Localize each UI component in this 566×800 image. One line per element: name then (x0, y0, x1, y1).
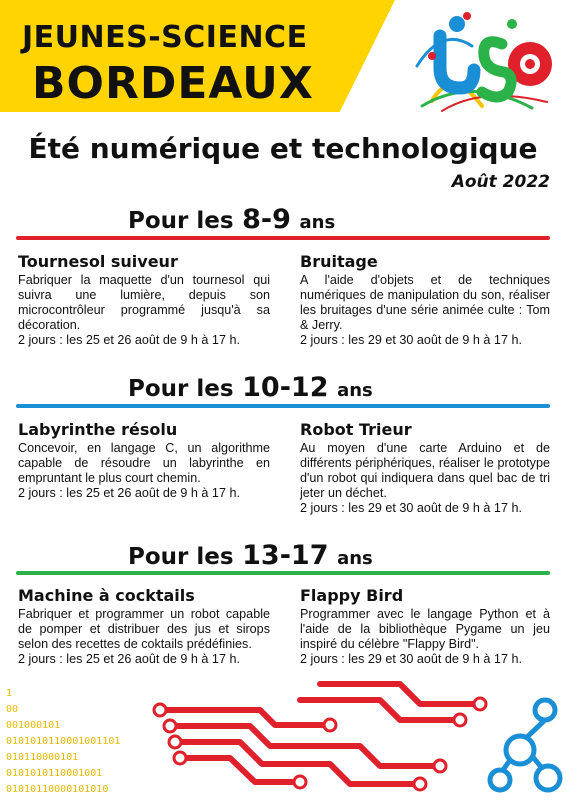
activity-title: Tournesol suiveur (18, 252, 178, 271)
activity-title: Bruitage (300, 252, 378, 271)
brand-top: JEUNES-SCIENCE (22, 20, 308, 55)
section-pour: Pour les (128, 544, 234, 570)
activity-dates: 2 jours : les 25 et 26 août de 9 h à 17 h. (18, 333, 240, 347)
section-rule-red (16, 236, 550, 240)
section-ans: ans (299, 212, 336, 233)
activity-bruitage (300, 252, 550, 348)
section-age: 10-12 (242, 372, 329, 403)
activity-title: Robot Trieur (300, 420, 412, 439)
activity-title: Flappy Bird (300, 586, 404, 605)
activity-dates: 2 jours : les 25 et 26 août de 9 h à 17 h. (18, 652, 240, 666)
activity-description: Fabriquer et programmer un robot capable de pomper et distribuer des jus et sirops selon des recettes de coktails prédéfinies. (18, 607, 270, 651)
binary-line: 010110000101 (6, 752, 79, 763)
activity-dates: 2 jours : les 29 et 30 août de 9 h à 17 h. (300, 333, 522, 347)
binary-line: 1 (6, 688, 13, 699)
section-ans: ans (337, 380, 373, 401)
activity-description: Programmer avec le langage Python et à l'aide de la bibliothèque Pygame un jeu inspiré du célèbre "Flappy Bird". (300, 607, 550, 651)
activity-dates: 2 jours : les 25 et 26 août de 9 h à 17 h. (18, 486, 240, 500)
section-heading-13-17 (128, 540, 373, 571)
binary-line: 01010110000101010 (6, 784, 109, 795)
binary-decoration (6, 686, 120, 798)
activity-labyrinthe (18, 420, 270, 501)
section-ans: ans (337, 548, 373, 569)
section-pour: Pour les (128, 208, 234, 234)
binary-line: 0101010110001001 (6, 768, 103, 779)
activity-description: A l'aide d'objets et de techniques numériques de manipulation du son, réaliser les bruitages d'une série animée culte : Tom & Jerry. (300, 273, 550, 332)
section-pour: Pour les (128, 376, 234, 402)
activity-dates: 2 jours : les 29 et 30 août de 9 h à 17 h. (300, 652, 522, 666)
logo-text: JSB (512, 14, 514, 15)
section-heading-8-9 (128, 204, 335, 235)
binary-line: 0101010110001001101 (6, 736, 121, 747)
page-title: Été numérique et technologique (28, 132, 538, 165)
activity-robot-trieur (300, 420, 550, 516)
brand-bottom: BORDEAUX (32, 58, 314, 109)
binary-line: 00 (6, 704, 19, 715)
activity-title: Labyrinthe résolu (18, 420, 178, 439)
activity-cocktails (18, 586, 270, 667)
activity-flappy-bird (300, 586, 550, 667)
section-age: 13-17 (242, 540, 329, 571)
activity-dates: 2 jours : les 29 et 30 août de 9 h à 17 h. (300, 501, 522, 515)
section-rule-blue (16, 404, 550, 408)
activity-description: Au moyen d'une carte Arduino et de différents périphériques, réaliser le prototype d'un robot qui indiquera dans quel bac de tri jeter un déchet. (300, 441, 550, 500)
activity-description: Fabriquer la maquette d'un tournesol qui suivra une lumière, depuis son microcontrôleur programmé jusqu'à sa décoration. (18, 273, 270, 332)
activity-title: Machine à cocktails (18, 586, 195, 605)
section-rule-green (16, 571, 550, 575)
section-age: 8-9 (242, 204, 291, 235)
binary-line: 001000101 (6, 720, 61, 731)
section-heading-10-12 (128, 372, 373, 403)
activity-description: Concevoir, en langage C, un algorithme capable de résoudre un labyrinthe en empruntant le plus court chemin. (18, 441, 270, 485)
jsb-logo (412, 6, 557, 118)
date-label: Août 2022 (451, 172, 550, 192)
activity-tournesol (18, 252, 270, 348)
